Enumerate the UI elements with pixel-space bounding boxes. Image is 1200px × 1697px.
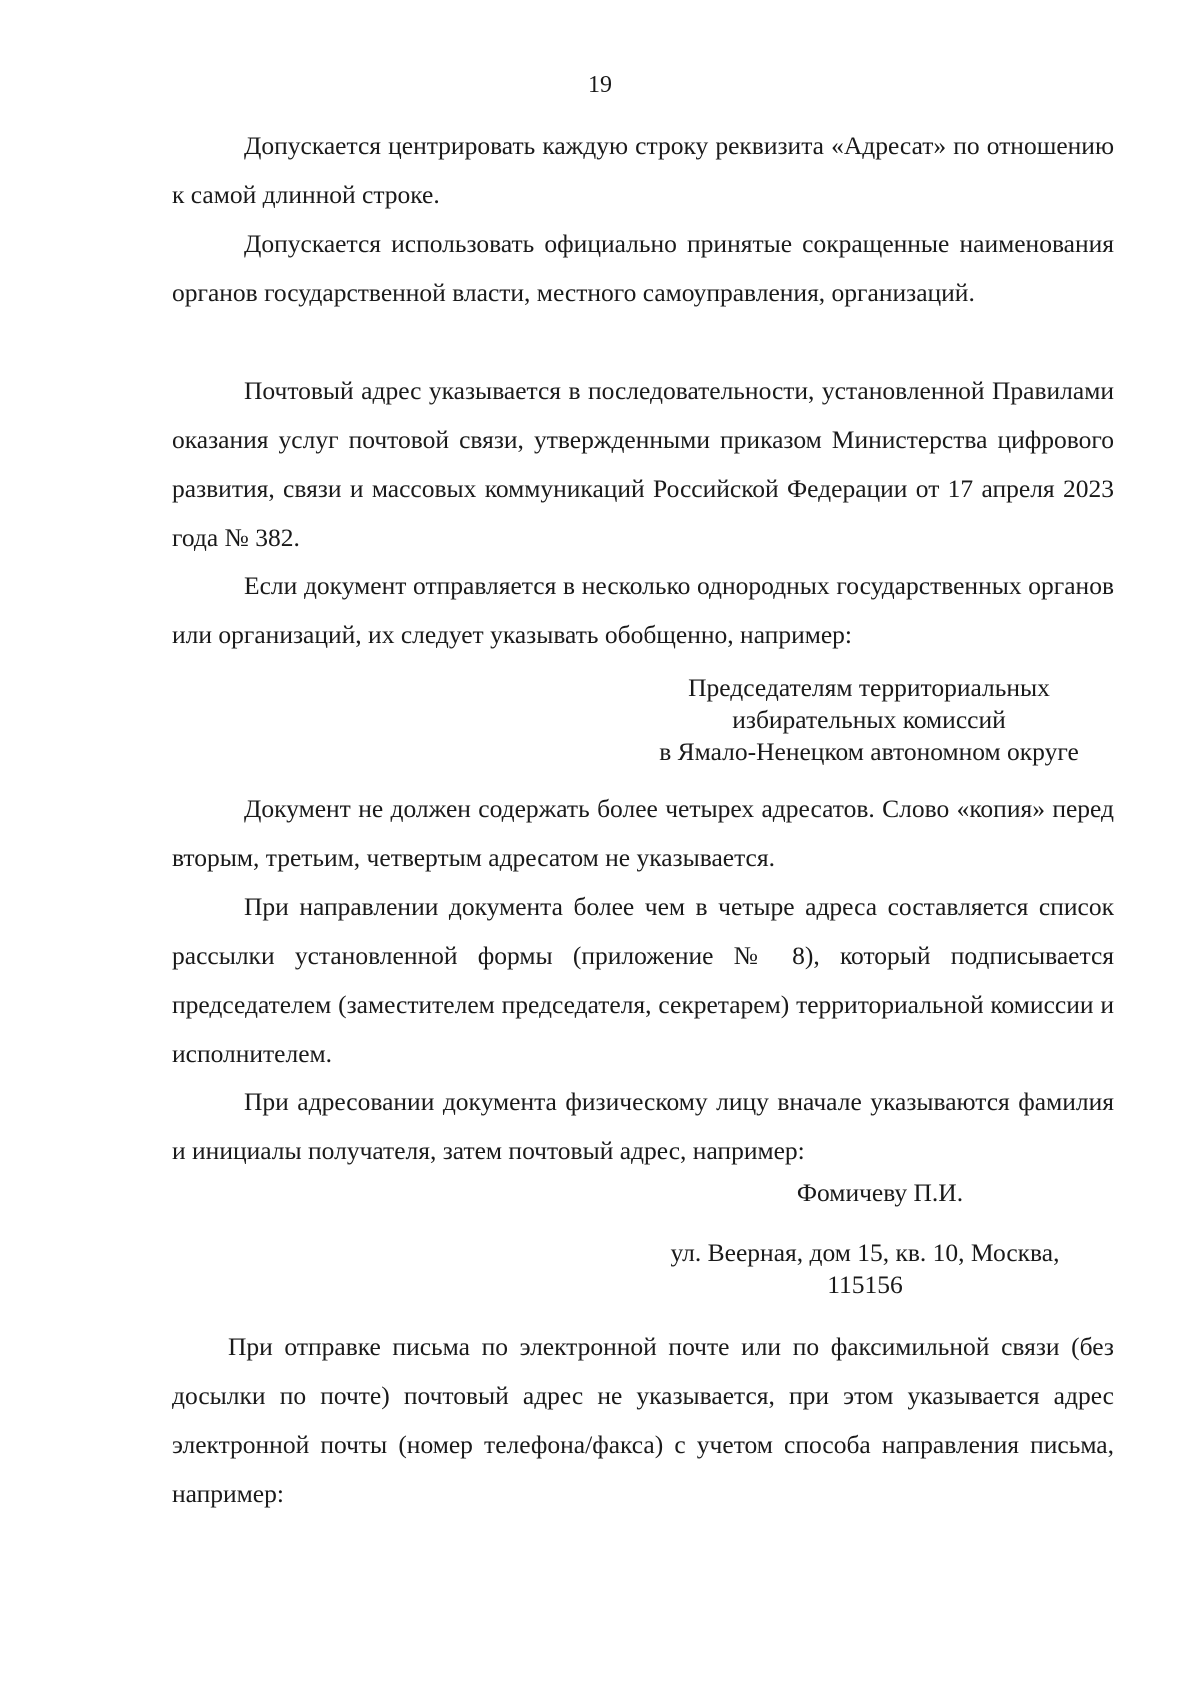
paragraph-centering: Допускается центрировать каждую строку реквизита «Адресат» по отношению к самой длинной строке. (172, 131, 1114, 209)
addressee-line: избирательных комиссий (732, 705, 1006, 734)
page-number: 19 (588, 72, 612, 98)
addressee-line: Председателям территориальных (688, 673, 1050, 702)
address-line: 115156 (827, 1270, 903, 1299)
paragraph-mailing-list: При направлении документа более чем в четыре адреса составляется список рассылки установленной формы (приложение № 8), который подписывается председателем (заместителем председателя, секретарем) территориальной комиссии и исполнителем. (172, 892, 1114, 1068)
paragraph-abbreviations: Допускается использовать официально принятые сокращенные наименования органов государственной власти, местного самоуправления, организаций. (172, 229, 1114, 307)
paragraph-max-addressees: Документ не должен содержать более четырех адресатов. Слово «копия» перед вторым, третьим, четвертым адресатом не указывается. (172, 794, 1114, 872)
paragraph-email-fax: При отправке письма по электронной почте или по факсимильной связи (без досылки по почте) почтовый адрес не указывается, при этом указывается адрес электронной почты (номер телефона/факса) с учетом способа направления письма, например: (172, 1332, 1114, 1508)
paragraph-individual-addressee: При адресовании документа физическому лицу вначале указываются фамилия и инициалы получателя, затем почтовый адрес, например: (172, 1087, 1114, 1165)
example-individual-address (620, 1237, 1110, 1301)
address-line: ул. Веерная, дом 15, кв. 10, Москва, (670, 1238, 1060, 1267)
paragraph-postal-address: Почтовый адрес указывается в последовательности, установленной Правилами оказания услуг почтовой связи, утвержденными приказом Министерства цифрового развития, связи и массовых коммуникаций Российской Федерации от 17 апреля 2023 года № 382. (172, 376, 1114, 552)
example-individual-name (740, 1177, 1020, 1209)
recipient-name: Фомичеву П.И. (796, 1178, 964, 1207)
paragraph-generalized-addressees: Если документ отправляется в несколько однородных государственных органов или организаций, их следует указывать обобщенно, например: (172, 571, 1114, 649)
example-addressee-group (624, 672, 1114, 768)
addressee-line: в Ямало-Ненецком автономном округе (659, 737, 1079, 766)
